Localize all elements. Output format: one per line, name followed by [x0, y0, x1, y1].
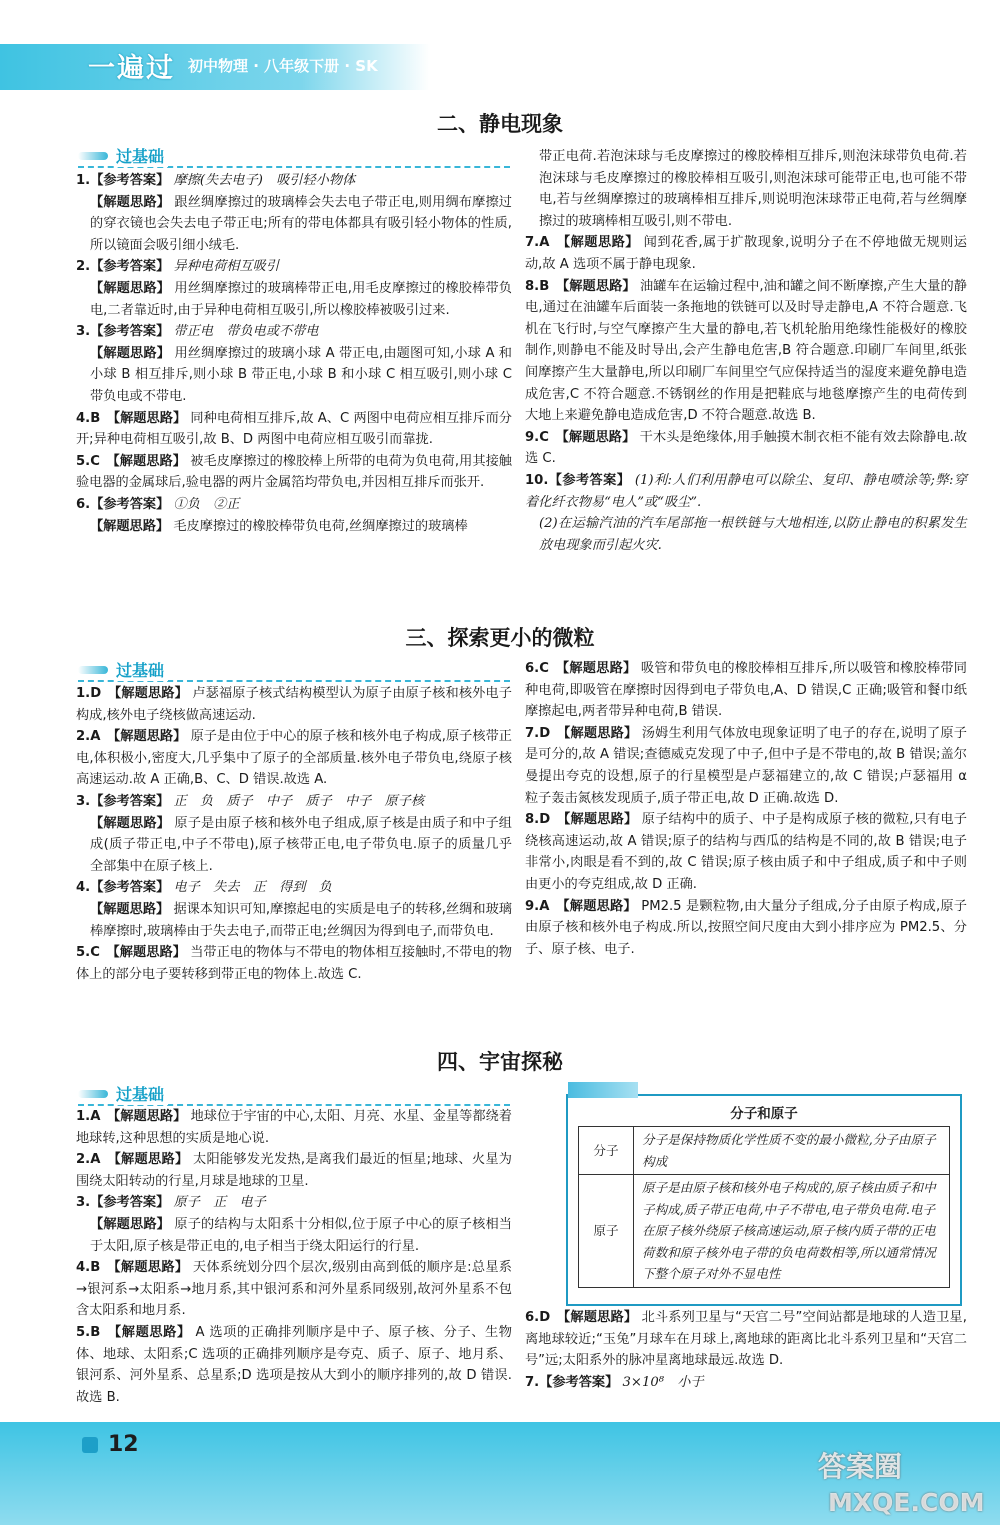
solution-text: 卢瑟福原子核式结构模型认为原子由原子核和核外电子构成,核外电子绕核做高速运动.: [76, 686, 512, 723]
item-tag: C 【解题思路】: [90, 453, 186, 469]
molecule-atom-table: [578, 1126, 950, 1288]
item-number: 2.: [76, 1152, 91, 1168]
item-number: 7.: [525, 1374, 540, 1390]
answer-item: [525, 1372, 967, 1394]
solution-text: 地球位于宇宙的中心,太阳、月亮、水星、金星等都绕着地球转,这种思想的实质是地心说.: [76, 1109, 512, 1146]
item-tag: A 【解题思路】: [539, 235, 639, 251]
table-key: 原子: [579, 1175, 634, 1288]
reference-answer: 摩擦(失去电子) 吸引轻小物体: [173, 173, 356, 188]
answer-item: [76, 278, 512, 321]
item-number: 7.: [525, 725, 540, 741]
answer-item: [76, 1192, 512, 1214]
solution-text: 吸管和带负电的橡胶棒相互排斥,所以吸管和橡胶棒带同种电荷,即吸管在摩擦时因得到电子带负电,A、D 错误,C 正确;吸管和餐巾纸摩擦起电,两者带异种电荷,B 错误.: [525, 661, 967, 720]
item-tag: 【参考答案】: [90, 1195, 170, 1211]
answer-item: [76, 1257, 512, 1322]
item-number: 5.: [76, 945, 91, 961]
watermark-url: MXQE.COM: [828, 1488, 985, 1517]
solution-text: 闻到花香,属于扩散现象,说明分子在不停地做无规则运动,故 A 选项不属于静电现象.: [525, 235, 967, 272]
answer-item: [76, 1214, 512, 1257]
answer-item: [525, 513, 967, 556]
label-decoration-icon: [78, 152, 108, 160]
answer-item: [76, 791, 512, 813]
solution-text: 用丝绸摩擦过的玻璃小球 A 带正电,由题图可知,小球 A 和小球 B 相互排斥,则小球 B 带正电,小球 B 和小球 C 相互吸引,则小球 C 带负电或不带电.: [90, 345, 512, 404]
item-tag: D 【解题思路】: [539, 725, 638, 741]
item-tag: 【解题思路】: [90, 345, 171, 361]
item-number: 9.: [525, 429, 540, 445]
box-label-decoration: [568, 1082, 638, 1098]
item-number: 4.: [76, 880, 91, 896]
item-number: 7.: [525, 235, 540, 251]
answer-item: [76, 877, 512, 899]
header-bar: [0, 0, 1000, 88]
item-number: 9.: [525, 898, 540, 914]
solution-text: 汤姆生利用气体放电现象证明了电子的存在,说明了原子是可分的,故 A 错误;查德威克发现了中子,但中子是不带电的,故 B 错误;盖尔曼提出夸克的设想,原子的行星模型是卢瑟福建立的,故 C 错误;卢瑟福用 α 粒子轰击氮核发现质子,质子带正电,故 D 正确.故选 D.: [525, 725, 967, 806]
item-number: 2.: [76, 729, 91, 745]
solution-text: 同种电荷相互排斥,故 A、C 两图中电荷应相互排斥而分开;异种电荷相互吸引,故 B、D 两图中电荷应相互吸引而靠拢.: [76, 410, 512, 448]
item-tag: A 【解题思路】: [539, 898, 637, 914]
item-tag: C 【解题思路】: [90, 945, 186, 961]
label-decoration-icon: [78, 1090, 108, 1098]
item-tag: 【解题思路】: [90, 1216, 171, 1232]
item-tag: 【参考答案】: [90, 496, 170, 512]
table-row: [579, 1127, 950, 1175]
solution-text: 原子是由位于中心的原子核和核外电子构成,原子核带正电,体积极小,密度大,几乎集中了原子的全部质量.核外电子带负电,绕原子核高速运动.故 A 正确,B、C、D 错误.故选 A.: [76, 729, 512, 788]
solution-text: 用丝绸摩擦过的玻璃棒带正电,用毛皮摩擦过的橡胶棒带负电,二者靠近时,由于异种电荷相互吸引,所以橡胶棒被吸引过来.: [90, 280, 512, 318]
reference-answer: (2)在运输汽油的汽车尾部拖一根铁链与大地相连,以防止静电的积累发生放电现象而引起火灾.: [539, 516, 967, 553]
answer-item: [76, 1106, 512, 1149]
item-tag: 【参考答案】: [548, 472, 631, 488]
answer-column-right: [525, 1307, 967, 1393]
item-number: 6.: [525, 1310, 540, 1325]
answer-item: [525, 809, 967, 895]
item-tag: 【参考答案】: [90, 793, 170, 809]
item-tag: B 【解题思路】: [90, 1260, 189, 1276]
label-decoration-icon: [78, 666, 108, 674]
answer-item: [76, 813, 512, 878]
table-value: 分子是保持物质化学性质不变的最小微粒,分子由原子构成: [634, 1127, 950, 1175]
solution-text: 带正电荷.若泡沫球与毛皮摩擦过的橡胶棒相互排斥,则泡沫球带负电荷.若泡沫球与毛皮摩擦过的橡胶棒相互吸引,则泡沫球可能带正电,也可能不带电,若与丝绸摩擦过的玻璃棒相互排斥,则说明泡沫球带正电荷,若与丝绸摩擦过的玻璃棒相互吸引,则不带电.: [539, 149, 967, 229]
reference-answer: 电子 失去 正 得到 负: [173, 880, 332, 896]
solution-text: 太阳能够发光发热,是离我们最近的恒星;地球、火星为围绕太阳转动的行星,月球是地球的卫星.: [76, 1152, 512, 1189]
item-tag: 【参考答案】: [90, 259, 170, 275]
answer-item: [525, 470, 967, 513]
section-label-bar: [78, 147, 510, 168]
item-number: 4.: [76, 1260, 91, 1276]
answer-item: [76, 256, 512, 278]
answer-column-left: [76, 170, 512, 537]
book-subtitle: 初中物理 · 八年级下册 · SK: [188, 57, 378, 75]
item-tag: C 【解题思路】: [539, 429, 636, 445]
solution-text: PM2.5 是颗粒物,由大量分子组成,分子由原子构成,原子由原子核和核外电子构成.所以,按照空间尺度由大到小排序应为 PM2.5、分子、原子核、电子.: [525, 898, 967, 957]
answer-item: [76, 1322, 512, 1408]
answer-column-right: [525, 658, 967, 960]
item-tag: 【解题思路】: [90, 280, 171, 296]
item-number: 1.: [76, 686, 91, 701]
section-title: 四、宇宙探秘: [437, 1050, 563, 1074]
solution-text: 被毛皮摩擦过的橡胶棒上所带的电荷为负电荷,用其接触验电器的金属球后,验电器的两片金属箔均带负电,并因相互排斥而张开.: [76, 453, 512, 491]
answer-item: [76, 451, 512, 494]
item-number: 8.: [525, 278, 540, 294]
answer-item: [525, 723, 967, 809]
answer-column-right: [525, 146, 967, 556]
item-tag: B 【解题思路】: [539, 278, 636, 294]
item-tag: 【解题思路】: [90, 194, 171, 210]
solution-text: 原子的结构与太阳系十分相似,位于原子中心的原子核相当于太阳,原子核是带正电的,电子相当于绕太阳运行的行星.: [90, 1216, 512, 1254]
item-number: 5.: [76, 1324, 91, 1340]
section-title: 二、静电现象: [437, 112, 563, 136]
brand-logo: 一遍过: [88, 53, 175, 84]
item-number: 6.: [525, 661, 540, 676]
answer-item: [76, 321, 512, 343]
item-number: 1.: [76, 1109, 91, 1124]
answer-column-left: [76, 1106, 512, 1408]
answer-item: [525, 896, 967, 961]
item-number: 8.: [525, 812, 540, 828]
item-tag: 【参考答案】: [90, 173, 170, 188]
reference-answer: 3×10⁸ 小于: [622, 1374, 704, 1390]
item-tag: 【参考答案】: [90, 880, 170, 896]
item-number: 1.: [76, 173, 91, 188]
solution-text: 油罐车在运输过程中,油和罐之间不断摩擦,产生大量的静电,通过在油罐车后面装一条拖地的铁链可以及时导走静电,A 不符合题意.飞机在飞行时,与空气摩擦产生大量的静电,若飞机轮胎用绝缘性能极好的橡胶制作,则静电不能及时导出,会产生静电危害,B 符合题意.印刷厂车间里,纸张间摩擦产生大量静电,所以印刷厂车间里空气应保持适当的湿度来避免静电造成危害,C 不符合题意.不锈钢丝的作用是把鞋底与地毯摩擦产生的电荷传到大地上来避免静电造成危害,D 不符合题意.故选 B.: [525, 278, 967, 424]
section-title: 三、探索更小的微粒: [405, 626, 595, 650]
item-tag: A 【解题思路】: [90, 1152, 189, 1168]
solution-text: A 选项的正确排列顺序是中子、原子核、分子、生物体、地球、太阳系;C 选项的正确排列顺序是夸克、质子、原子、地月系、银河系、河外星系、总星系;D 选项是按从大到小的顺序排列的,故 D 错误.故选 B.: [76, 1324, 512, 1405]
reference-answer: (1)利:人们利用静电可以除尘、复印、静电喷涂等;弊:穿着化纤衣物易“电人”或“吸尘”.: [525, 472, 967, 510]
section-label: 过基础: [116, 658, 168, 681]
item-tag: D 【解题思路】: [539, 812, 638, 828]
reference-answer: ①负 ②正: [173, 496, 240, 512]
answer-item: [76, 408, 512, 451]
item-tag: 【解题思路】: [90, 815, 171, 831]
section-label-bar: [78, 1085, 510, 1106]
knowledge-box: [566, 1094, 962, 1306]
section-label: 过基础: [116, 1082, 168, 1105]
answer-item: [76, 1149, 512, 1192]
item-tag: C 【解题思路】: [539, 661, 637, 676]
item-number: 2.: [76, 259, 91, 275]
answer-item: [76, 726, 512, 791]
item-tag: A 【解题思路】: [90, 729, 187, 745]
item-number: 3.: [76, 793, 91, 809]
item-number: 6.: [76, 496, 91, 512]
solution-text: 原子结构中的质子、中子是构成原子核的微粒,只有电子绕核高速运动,故 A 错误;原子的结构与西瓜的结构是不同的,故 B 错误;电子非常小,肉眼是看不到的,故 C 错误;原子核由质子和中子组成,质子和中子则由更小的夸克组成,故 D 正确.: [525, 812, 967, 892]
item-tag: D 【解题思路】: [90, 686, 188, 701]
table-value: 原子是由原子核和核外电子构成的,原子核由质子和中子构成,质子带正电荷,中子不带电,电子带负电荷.电子在原子核外绕原子核高速运动,原子核内质子带的正电荷数和原子核外电子带的负电荷数相等,所以通常情况下整个原子对外不显电性: [634, 1175, 950, 1288]
item-number: 5.: [76, 453, 91, 469]
item-tag: D 【解题思路】: [539, 1310, 638, 1325]
answer-item: [525, 1307, 967, 1372]
item-tag: B 【解题思路】: [90, 1324, 191, 1340]
solution-text: 跟丝绸摩擦过的玻璃棒会失去电子带正电,则用绸布摩擦过的穿衣镜也会失去电子带正电;所有的带电体都具有吸引轻小物体的性质,所以镜面会吸引细小绒毛.: [90, 194, 512, 253]
watermark-logo: 答案圈: [818, 1450, 903, 1483]
item-tag: 【解题思路】: [90, 518, 170, 534]
answer-item: [76, 192, 512, 257]
answer-item: [76, 683, 512, 726]
solution-text: 干木头是绝缘体,用手触摸木制衣柜不能有效去除静电.故选 C.: [525, 429, 968, 467]
answer-item: [76, 494, 512, 516]
answer-item: [76, 899, 512, 942]
table-row: [579, 1175, 950, 1288]
reference-answer: 异种电荷相互吸引: [173, 259, 280, 275]
item-tag: A 【解题思路】: [90, 1109, 187, 1124]
item-number: 3.: [76, 324, 91, 340]
page-number: 12: [108, 1432, 139, 1457]
solution-text: 当带正电的物体与不带电的物体相互接触时,不带电的物体上的部分电子要转移到带正电的物体上.故选 C.: [76, 945, 512, 982]
answer-item: [525, 146, 967, 232]
answer-item: [76, 343, 512, 408]
answer-item: [76, 516, 512, 538]
solution-text: 北斗系列卫星与“天宫二号”空间站都是地球的人造卫星,离地球较近;“玉兔”月球车在月球上,离地球的距离比北斗系列卫星和“天宫二号”远;太阳系外的脉冲星离地球最远.故选 D.: [525, 1310, 967, 1369]
answer-column-left: [76, 683, 512, 985]
item-number: 3.: [76, 1195, 91, 1211]
reference-answer: 原子 正 电子: [173, 1195, 266, 1211]
item-tag: 【参考答案】: [539, 1374, 619, 1390]
item-number: 4.: [76, 410, 91, 426]
solution-text: 毛皮摩擦过的橡胶棒带负电荷,丝绸摩擦过的玻璃棒: [173, 518, 468, 534]
item-tag: 【解题思路】: [90, 901, 170, 917]
reference-answer: 正 负 质子 中子 质子 中子 原子核: [173, 793, 425, 809]
section-label: 过基础: [116, 144, 168, 167]
solution-text: 天体系统划分四个层次,级别由高到低的顺序是:总星系→银河系→太阳系→地月系,其中银河系和河外星系同级别,故河外星系不包含太阳系和地月系.: [76, 1260, 512, 1319]
table-key: 分子: [579, 1127, 634, 1175]
reference-answer: 带正电 带负电或不带电: [173, 324, 319, 340]
box-title: 分子和原子: [730, 1106, 798, 1122]
answer-item: [525, 658, 967, 723]
answer-item: [525, 276, 967, 427]
answer-item: [525, 232, 967, 275]
solution-text: 据课本知识可知,摩擦起电的实质是电子的转移,丝绸和玻璃棒摩擦时,玻璃棒由于失去电子,而带正电;丝绸因为得到电子,而带负电.: [90, 901, 512, 939]
section-label-bar: [78, 661, 510, 682]
answer-item: [76, 942, 512, 985]
item-tag: 【参考答案】: [90, 324, 170, 340]
item-number: 10.: [525, 472, 549, 488]
answer-item: [76, 170, 512, 192]
item-tag: B 【解题思路】: [90, 410, 187, 426]
solution-text: 原子是由原子核和核外电子组成,原子核是由质子和中子组成(质子带正电,中子不带电),原子核带正电,电子带负电.原子的质量几乎全部集中在原子核上.: [90, 815, 512, 874]
page-marker-icon: [82, 1437, 98, 1453]
answer-item: [525, 427, 967, 470]
